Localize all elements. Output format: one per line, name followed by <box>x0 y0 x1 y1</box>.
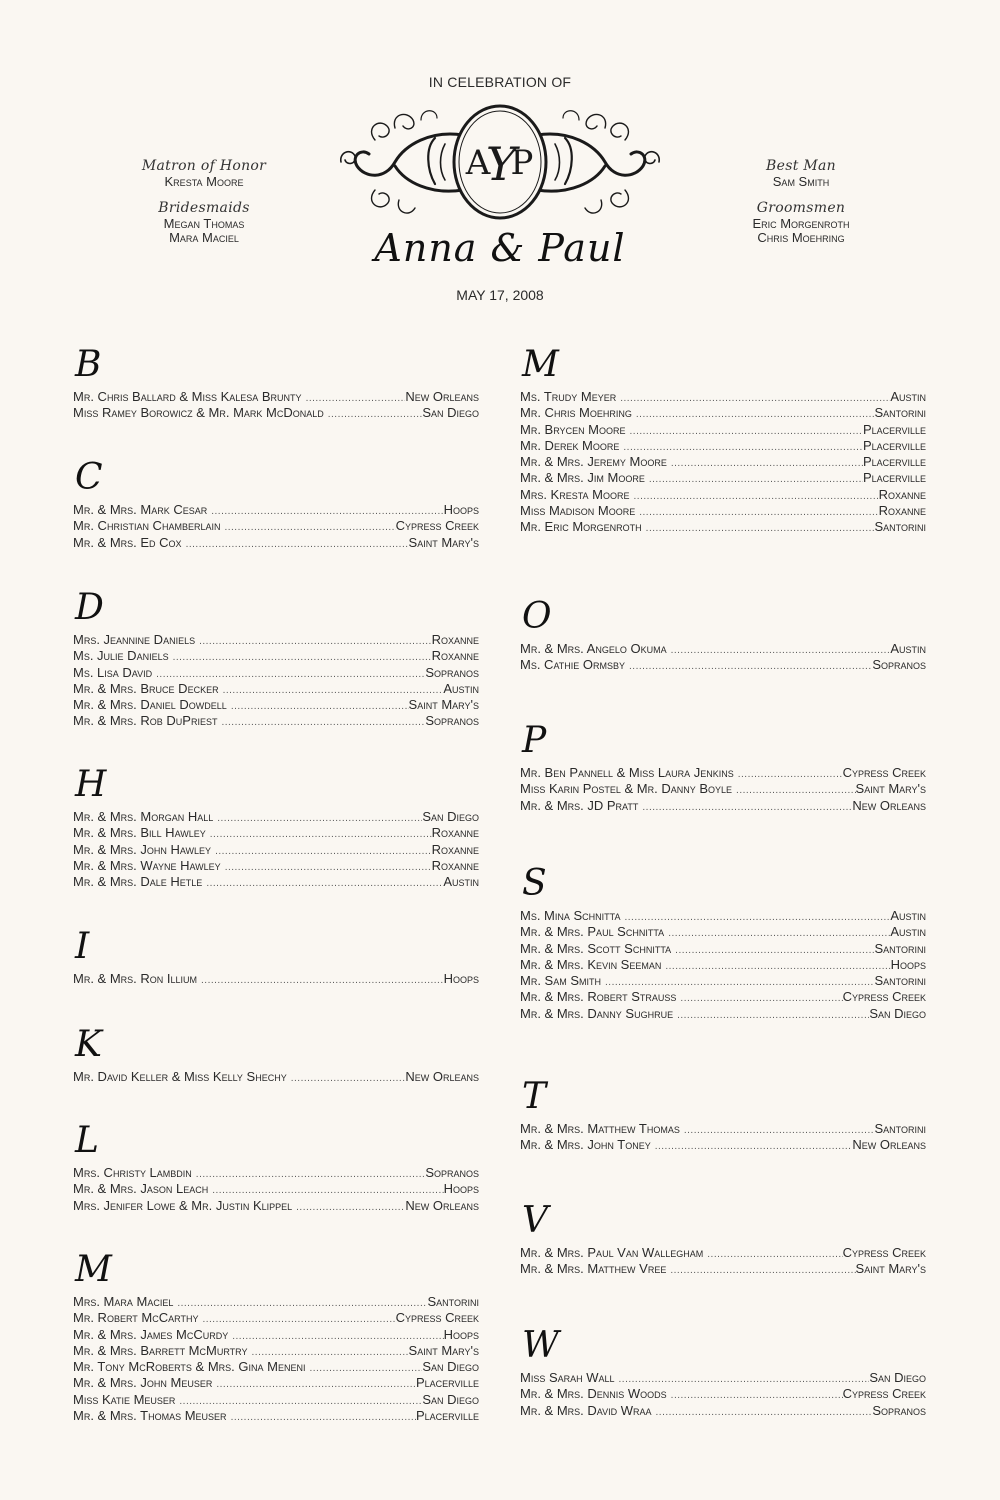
table-name: Hoops <box>443 1326 479 1342</box>
leader-dots <box>328 407 423 423</box>
letter-section <box>520 864 926 1022</box>
leader-dots <box>620 391 890 407</box>
table-name: Sopranos <box>872 657 926 673</box>
table-name: Santorini <box>874 940 926 956</box>
table-name: Sopranos <box>425 1165 479 1180</box>
guest-name: Mr. & Mrs. Barrett McMurtry <box>73 1342 248 1358</box>
guest-name: Mr. & Mrs. Dennis Woods <box>520 1386 667 1402</box>
guest-name: Mr. & Mrs. Mark Cesar <box>73 502 208 517</box>
table-name: Santorini <box>874 973 926 989</box>
table-name: Hoops <box>890 956 926 972</box>
guest-name: Mr. & Mrs. David Wraa <box>520 1402 652 1418</box>
guest-row <box>520 989 926 1005</box>
guest-name: Mr. & Mrs. Paul Schnitta <box>520 924 665 940</box>
guest-name: Mr. & Mrs. Dale Hetle <box>73 874 203 890</box>
guest-row <box>520 924 926 940</box>
party-role: Bridesmaids <box>158 200 250 216</box>
table-name: Saint Mary's <box>408 697 479 713</box>
guest-name: Mr. & Mrs. Matthew Thomas <box>520 1121 680 1136</box>
section-letter: L <box>75 1120 99 1161</box>
guest-row <box>520 389 926 405</box>
party-role: Groomsmen <box>756 200 846 216</box>
guest-name: Miss Katie Meuser <box>73 1391 176 1407</box>
leader-dots <box>309 1361 422 1377</box>
table-name: Placerville <box>415 1408 479 1424</box>
guest-row <box>520 487 926 503</box>
leader-dots <box>221 715 425 731</box>
leader-dots <box>217 811 422 827</box>
table-name: Roxanne <box>431 648 479 664</box>
section-letter: H <box>75 764 107 805</box>
guest-row <box>73 1392 479 1408</box>
letter-section <box>73 1121 479 1214</box>
table-name: Austin <box>443 680 479 696</box>
table-name: Austin <box>443 874 479 890</box>
celebration-heading: IN CELEBRATION OF <box>428 74 572 90</box>
guest-name: Mr. David Keller & Miss Kelly Shechy <box>73 1069 287 1084</box>
guest-name: Mr. Christian Chamberlain <box>73 518 221 534</box>
guest-row <box>73 1408 479 1424</box>
letter-section <box>73 1025 479 1085</box>
guest-name: Mr. Brycen Moore <box>520 421 626 437</box>
couple-names: Anna & Paul <box>374 226 626 270</box>
table-name: Saint Mary's <box>408 534 479 550</box>
table-name: Hoops <box>443 1181 479 1197</box>
leader-dots <box>639 505 878 521</box>
flourish-icon <box>335 100 665 225</box>
table-name: Roxanne <box>431 857 479 873</box>
guest-name: Mr. & Mrs. John Meuser <box>73 1375 213 1391</box>
guest-name: Mrs. Jenifer Lowe & Mr. Justin Klippel <box>73 1197 293 1213</box>
leader-dots <box>629 659 872 675</box>
guest-row <box>520 657 926 673</box>
leader-dots <box>642 800 852 816</box>
guest-name: Mr. & Mrs. Bill Hawley <box>73 825 206 841</box>
section-letter: P <box>522 720 547 761</box>
table-name: Saint Mary's <box>855 781 926 797</box>
guest-name: Mr. & Mrs. Angelo Okuma <box>520 641 667 656</box>
guest-name: Mr. Tony McRoberts & Mrs. Gina Meneni <box>73 1359 306 1375</box>
section-letter: M <box>522 344 559 385</box>
section-letter: O <box>522 596 552 637</box>
section-letter: D <box>75 587 104 628</box>
leader-dots <box>649 472 863 488</box>
table-name: San Diego <box>869 1005 926 1021</box>
table-name: San Diego <box>422 405 479 421</box>
guest-name: Mr. & Mrs. Jim Moore <box>520 470 645 486</box>
table-name: Sopranos <box>425 664 479 680</box>
guest-row <box>73 1069 479 1085</box>
guest-name: Mr. & Mrs. James McCurdy <box>73 1326 229 1342</box>
party-group <box>104 157 304 189</box>
guest-row <box>73 971 479 987</box>
leader-dots <box>173 650 432 666</box>
guest-row <box>520 1121 926 1137</box>
guest-name: Ms. Cathie Ormsby <box>520 657 626 673</box>
guest-row <box>73 1198 479 1214</box>
leader-dots <box>675 943 874 959</box>
guest-name: Mr. & Mrs. Paul Van Wallegham <box>520 1245 704 1260</box>
guest-row <box>520 1006 926 1022</box>
table-name: Roxanne <box>878 486 926 502</box>
table-name: Placerville <box>415 1375 479 1391</box>
letter-section <box>73 458 479 551</box>
guest-name: Mr. Robert McCarthy <box>73 1310 199 1326</box>
guest-row <box>73 1327 479 1343</box>
section-letter: W <box>522 1325 560 1366</box>
leader-dots <box>210 827 432 843</box>
section-letter: I <box>75 926 90 967</box>
guest-row <box>520 957 926 973</box>
letter-section <box>520 1201 926 1278</box>
leader-dots <box>671 456 863 472</box>
guest-row <box>73 842 479 858</box>
leader-dots <box>636 407 875 423</box>
guest-row <box>73 665 479 681</box>
table-name: Austin <box>890 924 926 940</box>
guest-row <box>73 809 479 825</box>
guest-name: Mrs. Jeannine Daniels <box>73 632 196 647</box>
table-name: Hoops <box>443 971 479 986</box>
leader-dots <box>677 1008 869 1024</box>
table-name: Cypress Creek <box>395 518 479 534</box>
party-role: Best Man <box>766 158 836 174</box>
table-name: Cypress Creek <box>842 1386 926 1402</box>
letter-section <box>520 345 926 536</box>
guest-row <box>520 405 926 421</box>
guest-row <box>520 941 926 957</box>
guest-row <box>73 858 479 874</box>
table-name: San Diego <box>869 1370 926 1385</box>
wedding-date: MAY 17, 2008 <box>456 287 544 303</box>
guest-row <box>73 1294 479 1310</box>
table-name: Saint Mary's <box>855 1261 926 1277</box>
section-letter: B <box>75 344 102 385</box>
party-name: Chris Moehring <box>757 230 845 245</box>
party-name: Mara Maciel <box>169 230 239 245</box>
monogram-crest <box>335 100 665 225</box>
guest-name: Mr. & Mrs. Bruce Decker <box>73 680 219 696</box>
guest-row <box>73 632 479 648</box>
guest-row <box>520 1137 926 1153</box>
guest-row <box>73 648 479 664</box>
leader-dots <box>215 844 432 860</box>
guest-row <box>520 519 926 535</box>
guest-row <box>73 1310 479 1326</box>
guest-name: Miss Ramey Borowicz & Mr. Mark McDonald <box>73 405 324 421</box>
guest-name: Mr. & Mrs. Danny Sughrue <box>520 1005 674 1021</box>
table-name: San Diego <box>422 1359 479 1375</box>
section-letter: V <box>522 1200 548 1241</box>
table-name: New Orleans <box>405 1197 479 1213</box>
guest-name: Mr. Derek Moore <box>520 437 620 453</box>
guest-row <box>520 973 926 989</box>
table-name: Roxanne <box>431 841 479 857</box>
party-role: Matron of Honor <box>141 158 267 174</box>
guest-row <box>73 1343 479 1359</box>
guest-row <box>73 1375 479 1391</box>
section-letter: K <box>75 1024 102 1065</box>
letter-section <box>73 1250 479 1424</box>
guest-name: Mr. & Mrs. Morgan Hall <box>73 809 214 824</box>
table-name: Cypress Creek <box>842 989 926 1005</box>
guest-name: Ms. Julie Daniels <box>73 648 169 664</box>
table-name: Cypress Creek <box>395 1310 479 1326</box>
guest-name: Mr. & Mrs. Jeremy Moore <box>520 454 667 470</box>
table-name: New Orleans <box>405 389 479 404</box>
leader-dots <box>199 634 432 650</box>
guest-name: Mr. Chris Moehring <box>520 405 632 421</box>
table-name: Santorini <box>874 405 926 421</box>
guest-name: Ms. Mina Schnitta <box>520 908 621 923</box>
guest-name: Mr. Sam Smith <box>520 973 602 989</box>
table-name: Roxanne <box>431 632 479 647</box>
letter-section <box>520 1077 926 1154</box>
guest-row <box>73 502 479 518</box>
guest-name: Mr. & Mrs. Thomas Meuser <box>73 1408 227 1424</box>
leader-dots <box>630 424 863 440</box>
guest-row <box>73 681 479 697</box>
party-name: Kresta Moore <box>164 174 244 189</box>
guest-name: Mr. & Mrs. Ron Illium <box>73 971 198 986</box>
guest-row <box>73 535 479 551</box>
leader-dots <box>684 1123 875 1139</box>
guest-name: Mr. & Mrs. Ed Cox <box>73 534 182 550</box>
table-name: Roxanne <box>878 503 926 519</box>
guest-name: Miss Sarah Wall <box>520 1370 615 1385</box>
letter-section <box>73 588 479 730</box>
party-group <box>701 157 901 189</box>
leader-dots <box>656 1405 873 1421</box>
guest-name: Mr. Ben Pannell & Miss Laura Jenkins <box>520 765 734 780</box>
letter-section <box>73 345 479 422</box>
guest-row <box>73 405 479 421</box>
guest-row <box>73 1359 479 1375</box>
table-name: Santorini <box>874 1121 926 1136</box>
leader-dots <box>216 1377 416 1393</box>
party-name: Megan Thomas <box>163 216 245 231</box>
section-letter: T <box>522 1076 547 1117</box>
table-name: Cypress Creek <box>842 1245 926 1260</box>
leader-dots <box>671 1388 843 1404</box>
guest-row <box>520 454 926 470</box>
guest-row <box>520 1245 926 1261</box>
guest-row <box>520 908 926 924</box>
leader-dots <box>206 876 443 892</box>
guest-row <box>520 1370 926 1386</box>
leader-dots <box>231 1410 416 1426</box>
svg-text:P: P <box>510 143 534 183</box>
guest-name: Ms. Lisa David <box>73 664 153 680</box>
leader-dots <box>707 1247 842 1263</box>
guest-row <box>520 1386 926 1402</box>
guest-name: Ms. Trudy Meyer <box>520 389 617 404</box>
table-name: New Orleans <box>852 1137 926 1153</box>
letter-section <box>520 721 926 814</box>
guest-row <box>73 713 479 729</box>
guest-row <box>73 825 479 841</box>
letter-section <box>73 927 479 987</box>
letter-section <box>520 1326 926 1419</box>
letter-section <box>73 765 479 890</box>
guest-name: Mrs. Mara Maciel <box>73 1294 174 1309</box>
svg-text:Y: Y <box>485 137 517 191</box>
leader-dots <box>680 991 842 1007</box>
leader-dots <box>177 1296 427 1312</box>
guest-name: Mr. & Mrs. Daniel Dowdell <box>73 697 227 713</box>
leader-dots <box>646 521 875 537</box>
table-name: New Orleans <box>405 1069 479 1084</box>
leader-dots <box>670 1263 855 1279</box>
guest-name: Miss Karin Postel & Mr. Danny Boyle <box>520 781 733 797</box>
table-name: Cypress Creek <box>842 765 926 780</box>
leader-dots <box>224 520 395 536</box>
guest-name: Mr. & Mrs. Kevin Seeman <box>520 956 662 972</box>
letter-section <box>520 597 926 674</box>
table-name: Austin <box>890 389 926 404</box>
leader-dots <box>634 489 879 505</box>
leader-dots <box>668 926 890 942</box>
guest-name: Miss Madison Moore <box>520 503 636 519</box>
leader-dots <box>296 1200 405 1216</box>
table-name: Santorini <box>427 1294 479 1309</box>
leader-dots <box>655 1139 853 1155</box>
guest-name: Mr. & Mrs. Rob DuPriest <box>73 713 218 729</box>
guest-name: Mr. & Mrs. John Hawley <box>73 841 212 857</box>
table-name: Austin <box>890 641 926 656</box>
party-name: Eric Morgenroth <box>752 216 850 231</box>
table-name: Roxanne <box>431 825 479 841</box>
guest-row <box>520 641 926 657</box>
guest-name: Mrs. Christy Lambdin <box>73 1165 192 1180</box>
leader-dots <box>225 860 432 876</box>
section-letter: M <box>75 1249 112 1290</box>
leader-dots <box>665 959 890 975</box>
table-name: Saint Mary's <box>408 1342 479 1358</box>
table-name: Placerville <box>862 421 926 437</box>
guest-row <box>520 503 926 519</box>
guest-row <box>520 422 926 438</box>
guest-row <box>520 798 926 814</box>
section-letter: S <box>522 863 547 904</box>
guest-row <box>73 1165 479 1181</box>
guest-name: Mr. & Mrs. Scott Schnitta <box>520 940 672 956</box>
leader-dots <box>201 973 444 989</box>
guest-name: Mr. & Mrs. Jason Leach <box>73 1181 209 1197</box>
guest-row <box>520 470 926 486</box>
guest-name: Mr. & Mrs. Wayne Hawley <box>73 857 221 873</box>
table-name: Sopranos <box>872 1402 926 1418</box>
guest-row <box>520 438 926 454</box>
guest-row <box>520 1261 926 1277</box>
guest-row <box>520 781 926 797</box>
section-letter: C <box>75 457 103 498</box>
leader-dots <box>738 767 843 783</box>
leader-dots <box>671 643 891 659</box>
guest-name: Mr. & Mrs. JD Pratt <box>520 797 639 813</box>
table-name: Santorini <box>874 519 926 535</box>
svg-text:A: A <box>465 143 491 183</box>
leader-dots <box>736 783 856 799</box>
guest-name: Mrs. Kresta Moore <box>520 486 630 502</box>
party-name: Sam Smith <box>772 174 830 189</box>
table-name: Placerville <box>862 437 926 453</box>
table-name: New Orleans <box>852 797 926 813</box>
guest-row <box>520 765 926 781</box>
table-name: Hoops <box>443 502 479 517</box>
leader-dots <box>291 1071 406 1087</box>
guest-row <box>73 874 479 890</box>
leader-dots <box>186 537 409 553</box>
table-name: Austin <box>890 908 926 923</box>
guest-row <box>73 389 479 405</box>
guest-name: Mr. & Mrs. John Toney <box>520 1137 651 1153</box>
table-name: San Diego <box>422 1391 479 1407</box>
leader-dots <box>196 1167 426 1183</box>
guest-row <box>520 1403 926 1419</box>
guest-name: Mr. & Mrs. Matthew Vree <box>520 1261 667 1277</box>
table-name: Sopranos <box>425 713 479 729</box>
guest-row <box>73 1181 479 1197</box>
guest-row <box>73 697 479 713</box>
guest-name: Mr. Eric Morgenroth <box>520 519 642 535</box>
table-name: San Diego <box>422 809 479 824</box>
leader-dots <box>231 699 409 715</box>
table-name: Placerville <box>862 454 926 470</box>
table-name: Placerville <box>862 470 926 486</box>
guest-row <box>73 518 479 534</box>
guest-name: Mr. Chris Ballard & Miss Kalesa Brunty <box>73 389 302 404</box>
guest-name: Mr. & Mrs. Robert Strauss <box>520 989 677 1005</box>
